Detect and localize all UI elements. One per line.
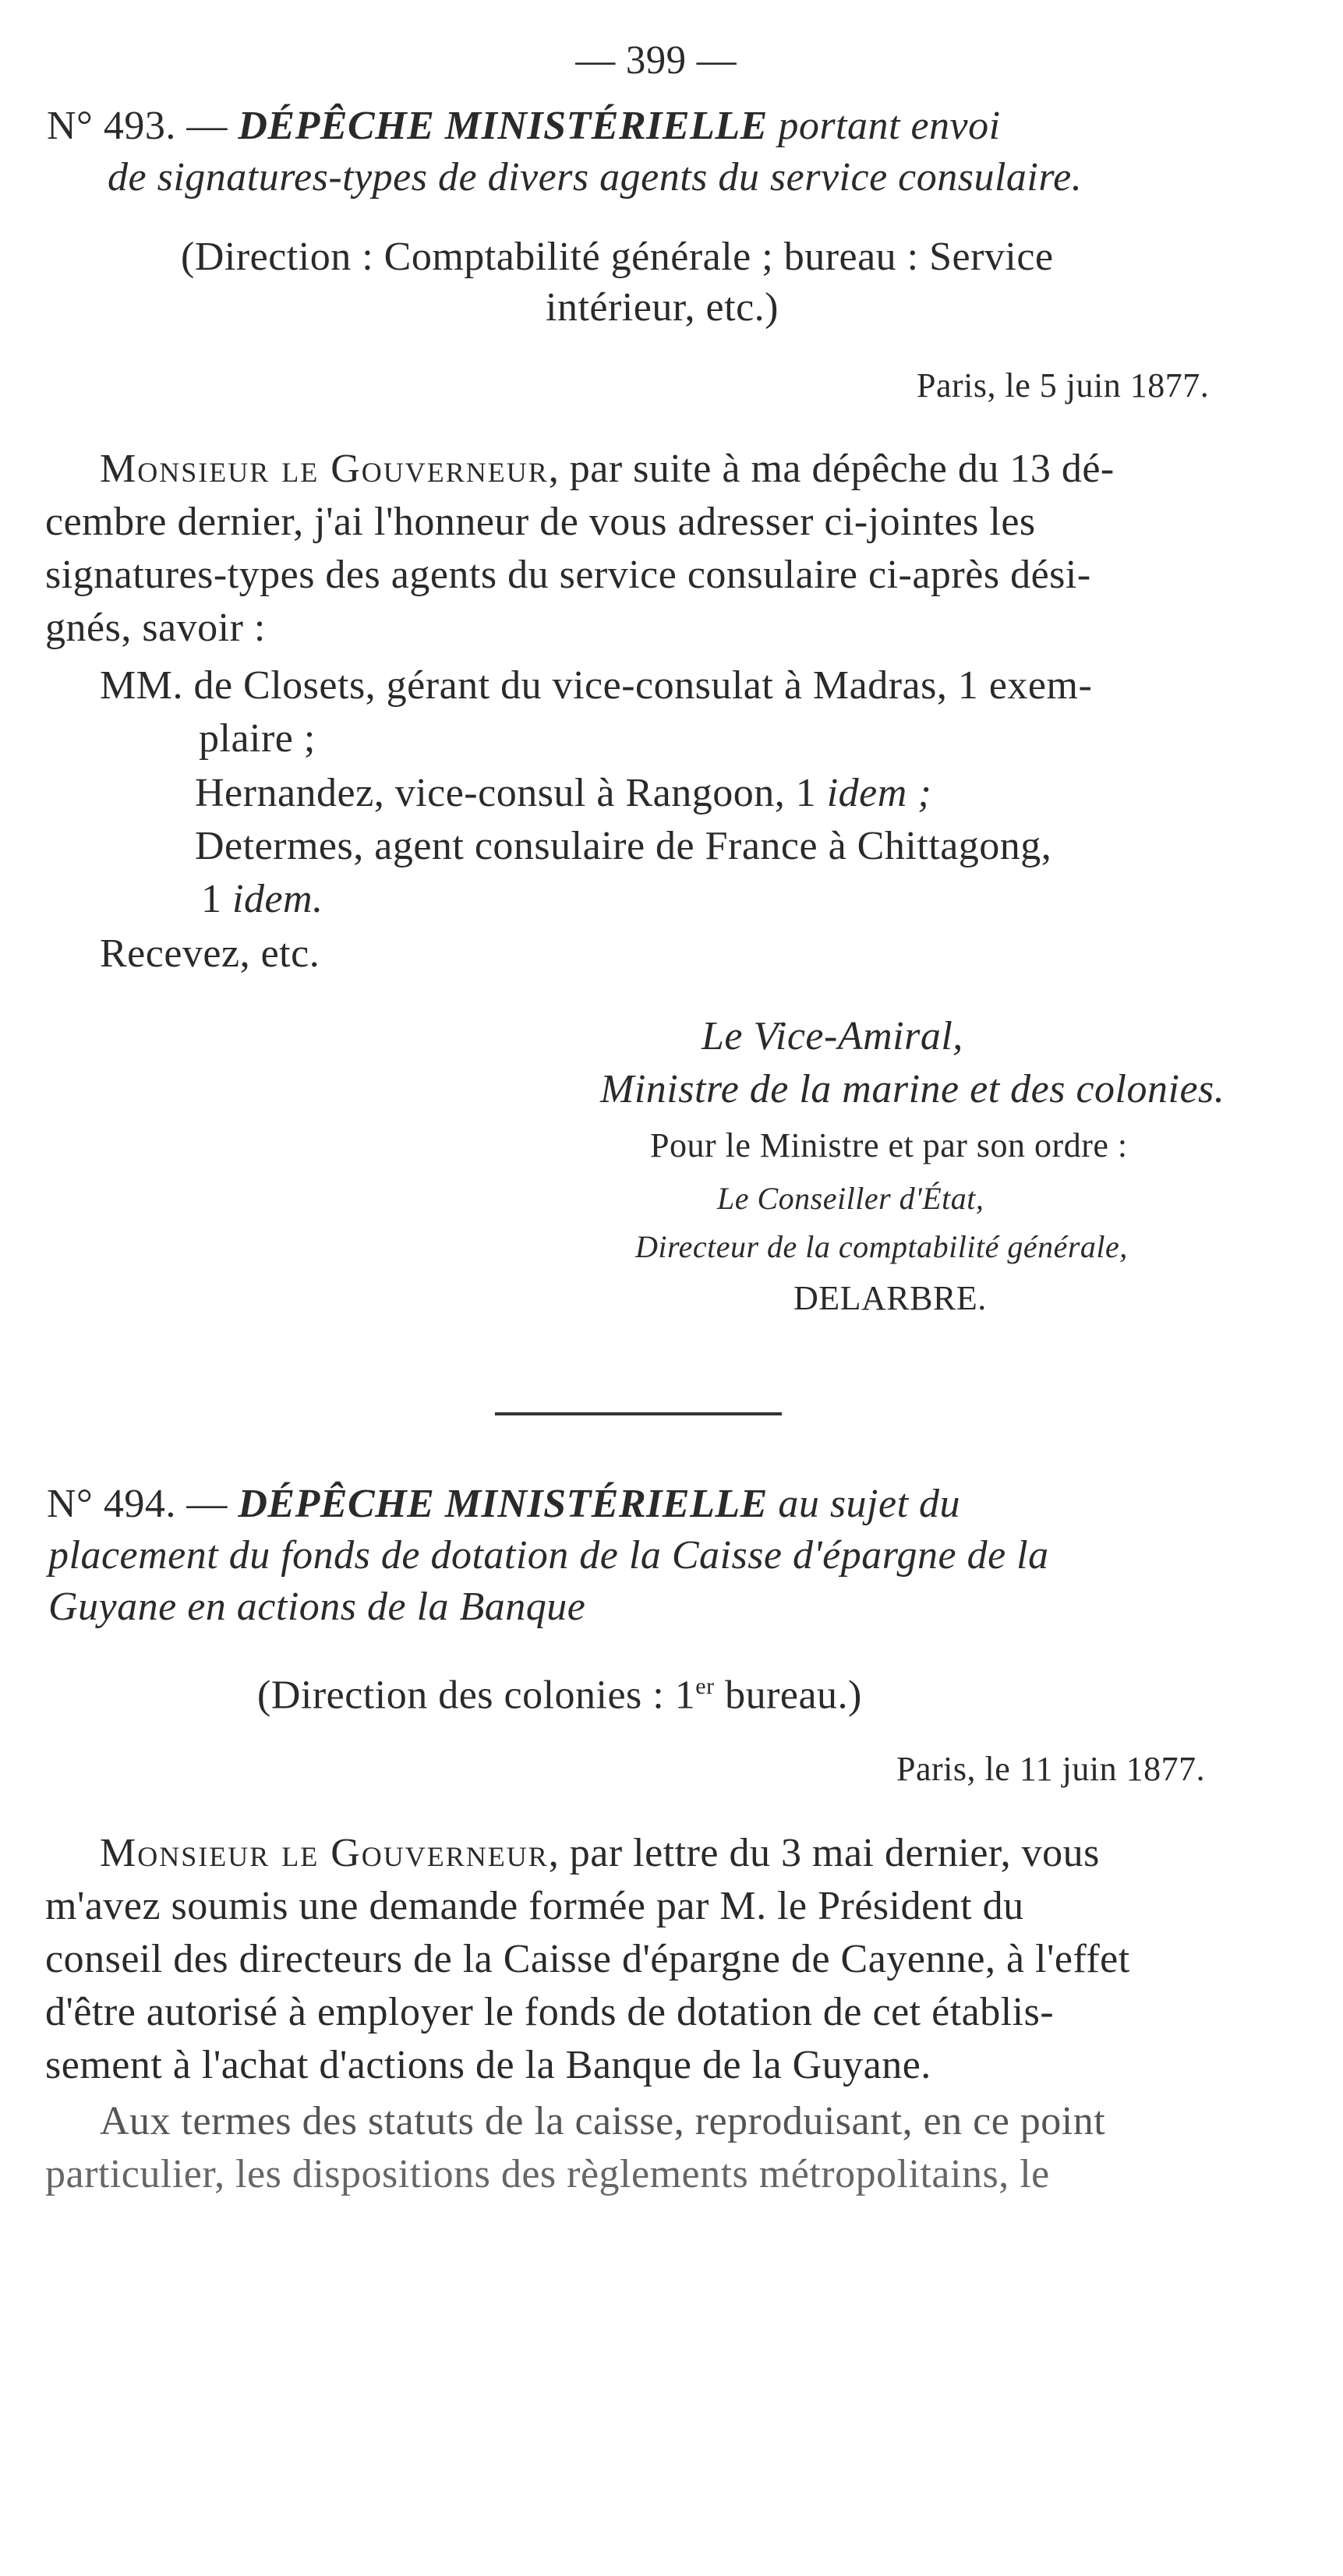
doc494-body-p2-line1: Aux termes des statuts de la caisse, reproduisant, en ce point: [100, 2099, 1106, 2143]
doc493-signature-director: Directeur de la comptabilité générale,: [635, 1229, 1128, 1264]
doc493-heading-line1: [47, 103, 1001, 150]
doc493-body-line4: gnés, savoir :: [45, 606, 266, 650]
doc494-body-line2: m'avez soumis une demande formée par M. le Président du: [45, 1884, 1024, 1928]
doc493-body-line1-text: , par suite à ma dépêche du 13 dé-: [548, 447, 1115, 491]
doc493-item1-line1: MM. de Closets, gérant du vice-consulat à Madras, 1 exem-: [100, 663, 1093, 708]
doc494-body-line1-text: , par lettre du 3 mai dernier, vous: [548, 1831, 1100, 1875]
doc493-signature-name: DELARBRE.: [793, 1279, 987, 1317]
doc493-signature-order: Pour le Ministre et par son ordre :: [650, 1126, 1128, 1164]
doc493-title-rest: portant envoi: [767, 104, 1001, 148]
doc493-salutation: Monsieur le Gouverneur: [100, 447, 549, 491]
doc494-heading-line3: Guyane en actions de la Banque: [48, 1585, 586, 1629]
doc493-signature-title: Le Vice-Amiral,: [702, 1014, 963, 1058]
doc493-body-line2: cembre dernier, j'ai l'honneur de vous adresser ci-jointes les: [45, 500, 1036, 544]
doc494-direction-end: bureau.): [714, 1673, 862, 1718]
doc494-direction: [257, 1663, 862, 1719]
doc493-item2: [195, 770, 931, 817]
doc493-body-line3: signatures-types des agents du service consulaire ci-après dési-: [45, 553, 1091, 597]
doc494-body-p2-line2: particulier, les dispositions des règlements métropolitains, le: [45, 2152, 1050, 2196]
doc493-item2-text: Hernandez, vice-consul à Rangoon, 1: [195, 771, 827, 815]
doc493-item2-idem: idem ;: [826, 771, 932, 815]
doc494-heading-line2: placement du fonds de dotation de la Caisse d'épargne de la: [48, 1533, 1049, 1578]
doc494-body-line4: d'être autorisé à employer le fonds de dotation de cet établis-: [45, 1990, 1055, 2034]
doc494-direction-text: (Direction des colonies : 1: [257, 1673, 696, 1718]
doc493-date: Paris, le 5 juin 1877.: [917, 366, 1210, 405]
doc494-title-rest: au sujet du: [767, 1482, 961, 1526]
doc493-title: DÉPÊCHE MINISTÉRIELLE: [238, 104, 768, 148]
doc494-date: Paris, le 11 juin 1877.: [896, 1750, 1206, 1788]
doc493-number: N° 493. —: [47, 104, 228, 148]
doc494-body-line3: conseil des directeurs de la Caisse d'épargne de Cayenne, à l'effet: [45, 1937, 1130, 1981]
doc493-direction-line1: (Direction : Comptabilité générale ; bureau : Service: [181, 235, 1054, 279]
doc493-item3-count: 1: [201, 877, 232, 921]
doc493-item3-idem: idem.: [232, 877, 323, 921]
doc493-item1-line2: plaire ;: [199, 716, 316, 761]
page-number: — 399 —: [575, 38, 737, 83]
doc494-salutation: Monsieur le Gouverneur: [100, 1831, 549, 1875]
doc494-body-line1: [100, 1830, 1100, 1877]
doc493-closing: Recevez, etc.: [100, 931, 320, 976]
doc493-heading-line2: de signatures-types de divers agents du service consulaire.: [108, 155, 1083, 200]
doc494-number: N° 494. —: [47, 1482, 228, 1526]
section-divider: [495, 1412, 782, 1415]
doc494-heading-line1: [47, 1481, 960, 1528]
doc493-body-line1: [100, 446, 1115, 493]
doc493-signature-office: Ministre de la marine et des colonies.: [600, 1067, 1225, 1111]
doc494-body-line5: sement à l'achat d'actions de la Banque de la Guyane.: [45, 2043, 931, 2087]
doc493-signature-counsellor: Le Conseiller d'État,: [717, 1181, 984, 1216]
doc494-direction-sup: er: [695, 1673, 715, 1699]
doc494-title: DÉPÊCHE MINISTÉRIELLE: [238, 1482, 768, 1526]
doc493-direction-line2: intérieur, etc.): [546, 285, 779, 330]
doc493-item3-line2: [201, 876, 323, 923]
doc493-item3-line1: Determes, agent consulaire de France à Chittagong,: [195, 824, 1052, 868]
